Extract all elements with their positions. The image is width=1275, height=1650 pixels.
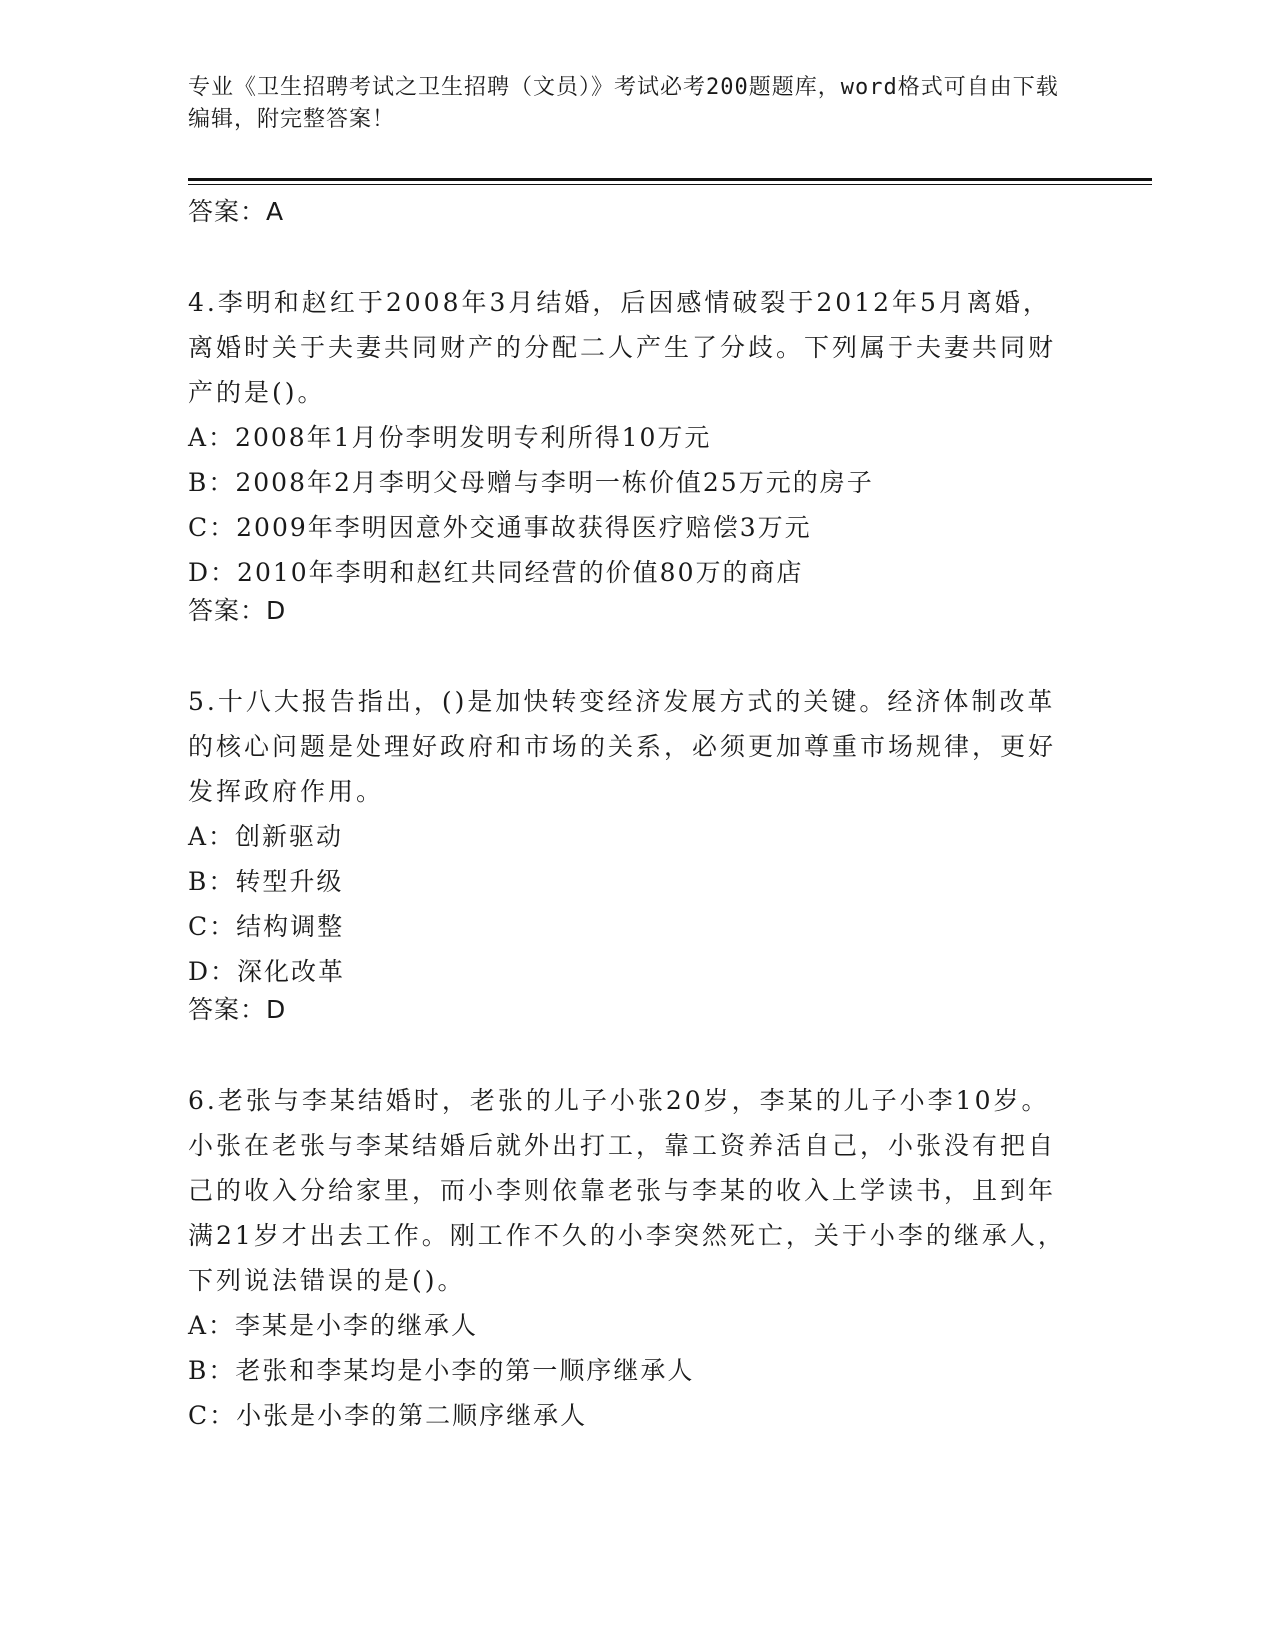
question-4-text: 4.李明和赵红于2008年3月结婚，后因感情破裂于2012年5月离婚，离婚时关于夫妻共同财产的分配二人产生了分歧。下列属于夫妻共同财产的是()。 — [188, 288, 1057, 407]
question-4-option-c: C：2009年李明因意外交通事故获得医疗赔偿3万元 — [188, 513, 812, 542]
question-4-option-a: A：2008年1月份李明发明专利所得10万元 — [188, 423, 712, 452]
question-4-answer: 答案：D — [188, 596, 287, 625]
document-body — [188, 190, 1068, 1438]
header-divider-thin — [188, 184, 1152, 185]
question-4-option-d: D：2010年李明和赵红共同经营的价值80万的商店 — [188, 558, 804, 587]
document-header: 专业《卫生招聘考试之卫生招聘（文员）》考试必考200题题库，word格式可自由下载编辑，附完整答案！ — [188, 75, 1059, 132]
question-5-option-a: A：创新驱动 — [188, 822, 344, 851]
answer-previous: 答案：A — [188, 197, 285, 226]
header-divider-thick — [188, 178, 1152, 181]
question-5-option-b: B：转型升级 — [188, 867, 344, 896]
question-5-text: 5.十八大报告指出，()是加快转变经济发展方式的关键。经济体制改革的核心问题是处理好政府和市场的关系，必须更加尊重市场规律，更好发挥政府作用。 — [188, 687, 1057, 806]
question-6-option-a: A：李某是小李的继承人 — [188, 1311, 479, 1340]
question-5 — [188, 679, 1068, 1026]
question-6-option-b: B：老张和李某均是小李的第一顺序继承人 — [188, 1356, 695, 1385]
question-4 — [188, 280, 1068, 627]
question-6 — [188, 1078, 1068, 1438]
question-4-option-b: B：2008年2月李明父母赠与李明一栋价值25万元的房子 — [188, 468, 874, 497]
question-5-option-c: C：结构调整 — [188, 912, 345, 941]
question-6-text: 6.老张与李某结婚时，老张的儿子小张20岁，李某的儿子小李10岁。小张在老张与李某结婚后就外出打工，靠工资养活自己，小张没有把自己的收入分给家里，而小李则依靠老张与李某的收入上学读书，且到年满21岁才出去工作。刚工作不久的小李突然死亡，关于小李的继承人，下列说法错误的是()。 — [188, 1086, 1066, 1295]
question-5-answer: 答案：D — [188, 995, 287, 1024]
question-5-option-d: D：深化改革 — [188, 957, 346, 986]
question-6-option-c: C：小张是小李的第二顺序继承人 — [188, 1401, 588, 1430]
